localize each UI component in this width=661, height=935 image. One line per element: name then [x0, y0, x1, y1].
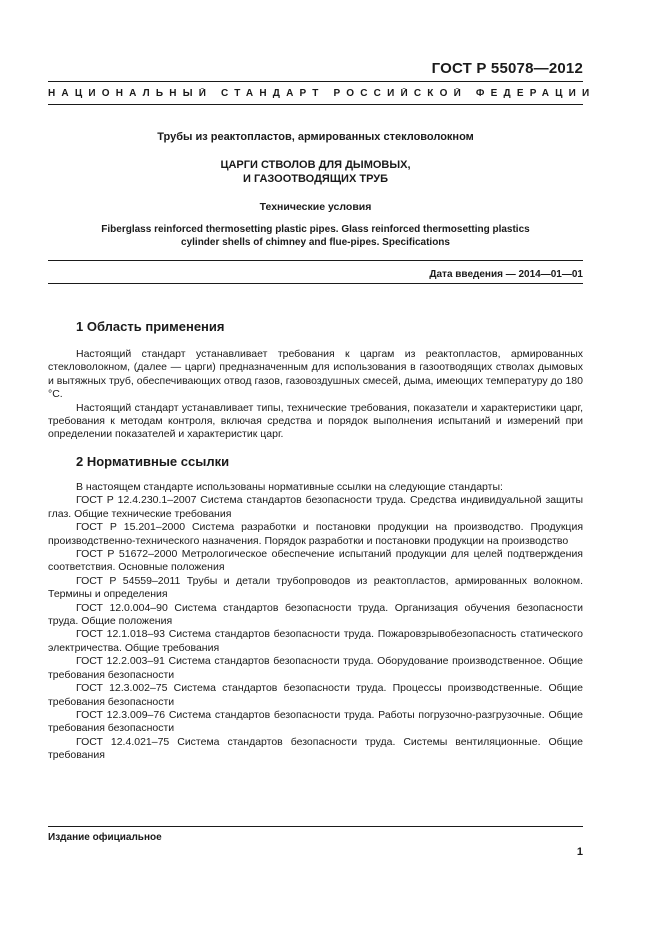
section-1-paragraph: Настоящий стандарт устанавливает типы, технические требования, показатели и характеристики царг, требования к методам контроля, включая средства и порядок выполнения испытаний и измерений при определении показателей и характеристик царг. — [48, 401, 583, 441]
reference-item: ГОСТ Р 12.4.230.1–2007 Система стандартов безопасности труда. Средства индивидуальной защиты глаз. Общие технические требования — [48, 494, 583, 520]
section-2-heading: 2 Нормативные ссылки — [76, 454, 230, 469]
document-title-line1: ЦАРГИ СТВОЛОВ ДЛЯ ДЫМОВЫХ, — [220, 159, 411, 171]
page-number: 1 — [576, 846, 583, 858]
reference-item: ГОСТ 12.4.021–75 Система стандартов безопасности труда. Системы вентиляционные. Общие требования — [48, 735, 583, 762]
english-title-line1: Fiberglass reinforced thermosetting plastic pipes. Glass reinforced thermosetting plastics — [101, 224, 530, 235]
introduction-date: Дата введения — 2014—01—01 — [429, 269, 583, 280]
reference-item: ГОСТ 12.2.003–91 Система стандартов безопасности труда. Оборудование производственное. Общие требования безопасности — [48, 655, 583, 681]
document-title-line2: И ГАЗООТВОДЯЩИХ ТРУБ — [242, 173, 389, 185]
reference-item: ГОСТ Р 54559–2011 Трубы и детали трубопроводов из реактопластов, армированных волокном. Термины и определения — [48, 574, 583, 601]
national-standard-banner: НАЦИОНАЛЬНЫЙ СТАНДАРТ РОССИЙСКОЙ ФЕДЕРАЦИИ — [48, 88, 596, 99]
date-divider — [48, 283, 583, 284]
reference-item: ГОСТ 12.1.018–93 Система стандартов безопасности труда. Пожаровзрывобезопасность статического электричества. Общие требования — [48, 628, 583, 654]
reference-item: ГОСТ Р 15.201–2000 Система разработки и постановки продукции на производство. Продукция производственно-технического назначения. Порядок разработки и постановки продукции на производство — [48, 521, 583, 547]
title-divider — [48, 260, 583, 261]
section-1-paragraph: Настоящий стандарт устанавливает требования к царгам из реактопластов, армированных стекловолокном, (далее — царги) предназначенным для использования в газоотводящих стволах дымовых и вытяжных труб, обеспечивающих отвод газов, газовоздушных смесей, дыма, имеющих температуру до 180 °С. — [48, 348, 583, 401]
standard-code: ГОСТ Р 55078—2012 — [431, 60, 583, 77]
reference-item: ГОСТ Р 51672–2000 Метрологическое обеспечение испытаний продукции для целей подтверждения соответствия. Основные положения — [48, 548, 583, 574]
banner-divider — [48, 104, 583, 105]
section-2-intro: В настоящем стандарте использованы нормативные ссылки на следующие стандарты: — [76, 481, 503, 493]
section-2-body — [48, 481, 583, 763]
section-1-body — [48, 348, 583, 442]
section-1-heading: 1 Область применения — [76, 319, 225, 334]
reference-item: ГОСТ 12.0.004–90 Система стандартов безопасности труда. Организация обучения безопасности труда. Общие положения — [48, 601, 583, 628]
reference-item: ГОСТ 12.3.002–75 Система стандартов безопасности труда. Процессы производственные. Общие требования безопасности — [48, 682, 583, 708]
header-divider — [48, 81, 583, 82]
english-title-line2: cylinder shells of chimney and flue-pipes. Specifications — [181, 237, 450, 248]
official-edition-label: Издание официальное — [48, 832, 162, 843]
reference-item: ГОСТ 12.3.009–76 Система стандартов безопасности труда. Работы погрузочно-разгрузочные. Общие требования безопасности — [48, 708, 583, 735]
document-subtitle: Трубы из реактопластов, армированных стекловолокном — [157, 131, 474, 143]
technical-conditions: Технические условия — [259, 201, 372, 213]
footer-divider — [48, 826, 583, 827]
